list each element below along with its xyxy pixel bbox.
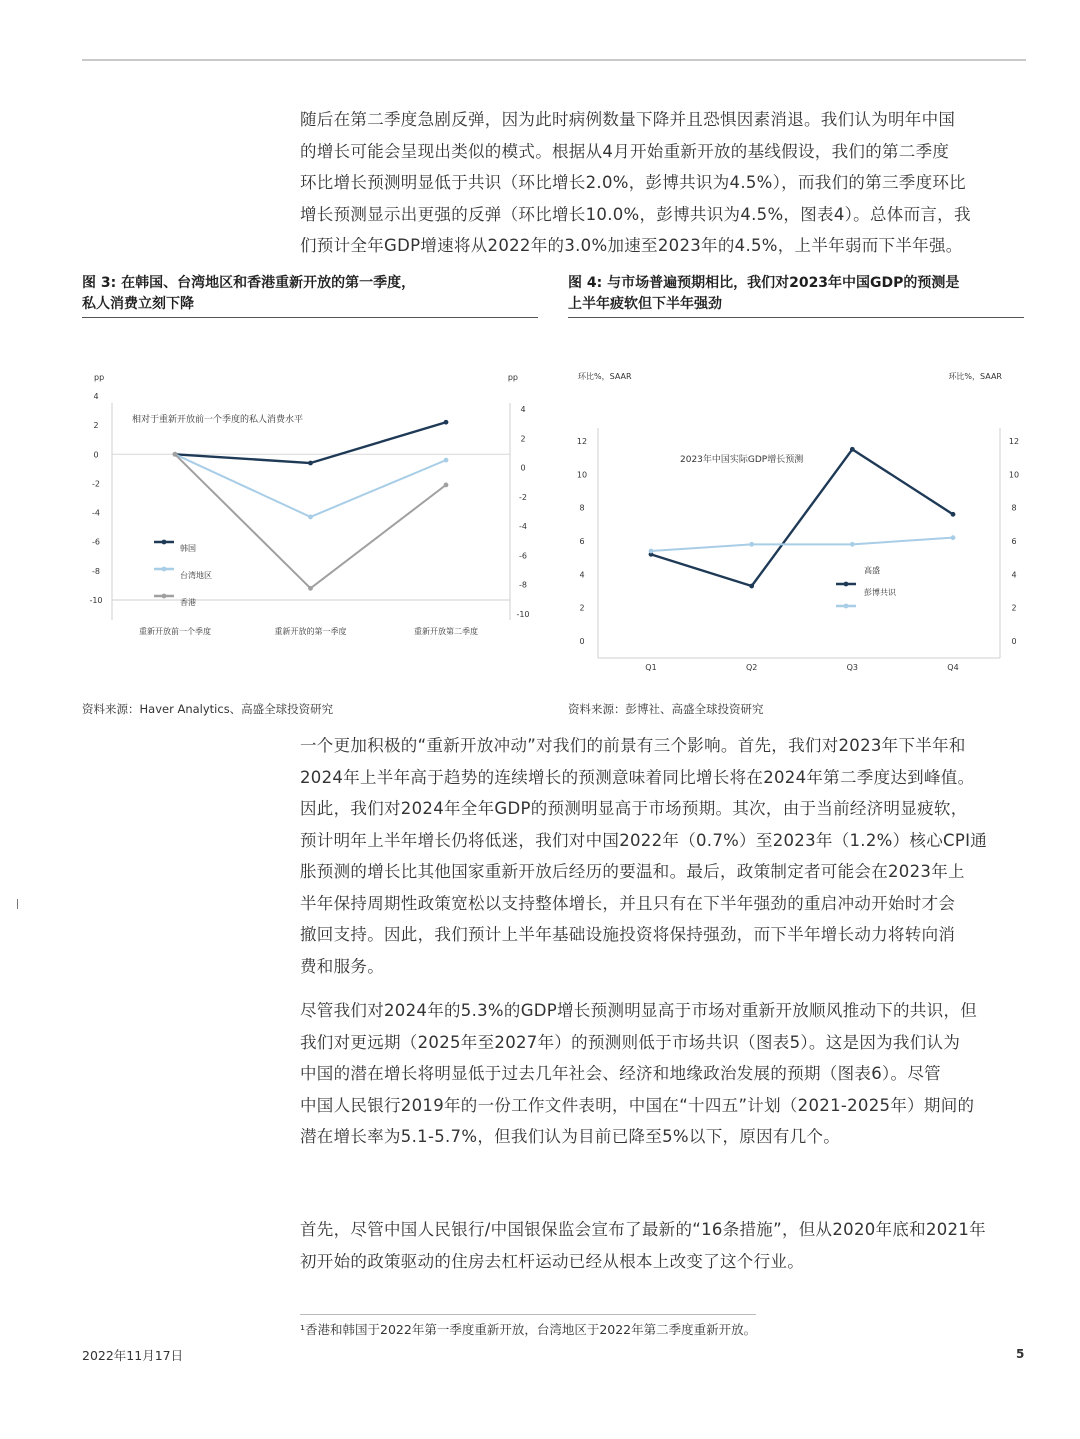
data-point [951, 512, 956, 517]
y-right-tick-label: 4 [1011, 570, 1017, 580]
figure-3-source: 资料来源：Haver Analytics、高盛全球投资研究 [82, 702, 334, 716]
paragraph-line: 环比增长预测明显低于共识（环比增长2.0%，彭博共识为4.5%），而我们的第三季度环比 [300, 173, 966, 192]
paragraph-line: 潜在增长率为5.1-5.7%，但我们认为目前已降至5%以下，原因有几个。 [300, 1127, 841, 1146]
y-tick-label: 8 [579, 503, 585, 513]
paragraph-line: 首先，尽管中国人民银行/中国银保监会宣布了最新的“16条措施”，但从2020年底和2021年 [300, 1220, 986, 1239]
y-tick-label: 6 [579, 537, 585, 546]
data-point [308, 461, 313, 466]
margin-mark [17, 899, 18, 909]
paragraph-1 [300, 104, 1026, 262]
paragraph-line: 2024年上半年高于趋势的连续增长的预测意味着同比增长将在2024年第二季度达到峰值。 [300, 767, 975, 787]
right-axis-unit: pp [507, 373, 518, 382]
x-category-label: Q4 [947, 663, 959, 672]
footer-date: 2022年11月17日 [82, 1348, 184, 1363]
paragraph-line: 尽管我们对2024年的5.3%的GDP增长预测明显高于市场对重新开放顺风推动下的共识，但 [300, 1001, 978, 1020]
chart-inner-title: 2023年中国实际GDP增长预测 [680, 455, 804, 465]
y-tick-label: -10 [89, 596, 103, 605]
y-right-tick-label: 4 [520, 405, 526, 414]
paragraph-line: 因此，我们对2024年全年GDP的预测明显高于市场预期。其次，由于当前经济明显疲软， [300, 799, 968, 818]
chart-inner-title: 相对于重新开放前一个季度的私人消费水平 [132, 415, 304, 425]
x-category-label: 重新开放第二季度 [414, 627, 478, 636]
paragraph-line: 中国的潜在增长将明显低于过去几年社会、经济和地缘政治发展的预期（图表6）。尽管 [300, 1064, 941, 1083]
paragraph-line: 增长预测显示出更强的反弹（环比增长10.0%，彭博共识为4.5%，图表4）。总体而言，我 [300, 204, 971, 224]
y-right-tick-label: -2 [519, 492, 527, 502]
footnote-rule [300, 1314, 756, 1315]
legend-marker [844, 604, 849, 609]
data-point [749, 542, 754, 547]
y-right-tick-label: 6 [1011, 537, 1017, 546]
paragraph-line: 随后在第二季度急剧反弹，因为此时病例数量下降并且恐惧因素消退。我们认为明年中国 [300, 110, 956, 129]
data-point [850, 542, 855, 547]
left-axis-unit: pp [94, 373, 105, 382]
figure-title-line: 私人消费立刻下降 [82, 296, 194, 312]
paragraph-line: 们预计全年GDP增速将从2022年的3.0%加速至2023年的4.5%，上半年弱而下半年强。 [300, 236, 963, 255]
figure-title-line: 图 3: 在韩国、台湾地区和香港重新开放的第一季度， [82, 275, 416, 291]
y-tick-label: -6 [92, 537, 100, 547]
legend-marker [844, 582, 849, 587]
data-point [444, 482, 449, 487]
y-tick-label: 10 [576, 470, 588, 480]
y-tick-label: -8 [92, 566, 100, 576]
right-axis-unit: 环比%，SAAR [948, 372, 1002, 381]
figure-4-chart [568, 358, 1024, 678]
y-tick-label: -4 [92, 508, 100, 518]
legend-marker [162, 540, 167, 545]
paragraph-3 [300, 995, 1026, 1153]
y-right-tick-label: -6 [519, 551, 527, 561]
chart-background [82, 358, 538, 658]
y-tick-label: -2 [92, 479, 100, 489]
paragraph-line: 预计明年上半年增长仍将低迷，我们对中国2022年（0.7%）至2023年（1.2%）核心CPI通 [300, 830, 988, 850]
data-point [850, 447, 855, 452]
legend-label: 台湾地区 [180, 571, 212, 580]
paragraph-line: 的增长可能会呈现出类似的模式。根据从4月开始重新开放的基线假设，我们的第二季度 [300, 141, 950, 161]
legend-marker [162, 567, 167, 572]
data-point [951, 535, 956, 540]
data-point [308, 586, 313, 591]
paragraph-line: 我们对更远期（2025年至2027年）的预测则低于市场共识（图表5）。这是因为我们认为 [300, 1032, 961, 1052]
data-point [749, 584, 754, 589]
figure-title-line: 图 4: 与市场普遍预期相比，我们对2023年中国GDP的预测是 [568, 275, 960, 291]
figure-4-source: 资料来源：彭博社、高盛全球投资研究 [568, 702, 764, 716]
paragraph-2 [300, 730, 1026, 982]
y-tick-label: 4 [579, 570, 585, 580]
footnote-text: ¹香港和韩国于2022年第一季度重新开放，台湾地区于2022年第二季度重新开放。 [300, 1322, 757, 1337]
y-right-tick-label: -8 [519, 580, 527, 590]
legend-label: 高盛 [864, 566, 880, 575]
y-right-tick-label: 2 [520, 434, 526, 444]
data-point [308, 515, 313, 520]
x-category-label: 重新开放的第一季度 [274, 627, 347, 636]
top-rule [82, 59, 1026, 61]
legend-label: 韩国 [180, 544, 196, 553]
y-right-tick-label: 0 [1011, 637, 1017, 646]
left-axis-unit: 环比%，SAAR [578, 372, 632, 381]
figure-3-chart [82, 358, 538, 658]
y-tick-label: 2 [93, 421, 99, 431]
data-point [444, 458, 449, 463]
paragraph-line: 一个更加积极的“重新开放冲动”对我们的前景有三个影响。首先，我们对2023年下半年和 [300, 736, 966, 755]
legend-label: 彭博共识 [864, 588, 896, 597]
data-point [649, 549, 654, 554]
y-tick-label: 12 [576, 437, 588, 446]
y-tick-label: 0 [93, 450, 99, 460]
y-right-tick-label: -4 [519, 522, 527, 532]
data-point [444, 420, 449, 425]
data-point [173, 452, 178, 457]
y-tick-label: 2 [579, 603, 585, 613]
paragraph-line: 初开始的政策驱动的住房去杠杆运动已经从根本上改变了这个行业。 [300, 1251, 804, 1271]
y-right-tick-label: -10 [516, 610, 530, 619]
x-category-label: Q1 [645, 663, 657, 672]
x-category-label: Q3 [846, 663, 859, 672]
y-right-tick-label: 0 [520, 463, 526, 473]
paragraph-4 [300, 1214, 1026, 1277]
paragraph-line: 费和服务。 [300, 956, 384, 976]
y-tick-label: 0 [579, 637, 585, 646]
figure-4-title [568, 273, 1024, 318]
y-right-tick-label: 2 [1011, 603, 1017, 613]
paragraph-line: 撤回支持。因此，我们预计上半年基础设施投资将保持强劲，而下半年增长动力将转向消 [300, 925, 956, 944]
y-right-tick-label: 12 [1008, 437, 1020, 446]
footnote [300, 1320, 756, 1338]
y-right-tick-label: 10 [1008, 470, 1020, 480]
x-category-label: Q2 [745, 663, 758, 672]
figure-3-title [82, 273, 538, 318]
y-right-tick-label: 8 [1011, 503, 1017, 513]
legend-marker [162, 594, 167, 599]
paragraph-line: 中国人民银行2019年的一份工作文件表明，中国在“十四五”计划（2021-2025年）期间的 [300, 1095, 975, 1115]
figure-title-line: 上半年疲软但下半年强劲 [568, 296, 722, 312]
legend-label: 香港 [180, 598, 196, 607]
paragraph-line: 胀预测的增长比其他国家重新开放后经历的要温和。最后，政策制定者可能会在2023年上 [300, 862, 965, 881]
x-category-label: 重新开放前一个季度 [139, 627, 211, 636]
chart-background [568, 358, 1024, 678]
page-number: 5 [1016, 1347, 1025, 1361]
paragraph-line: 半年保持周期性政策宽松以支持整体增长，并且只有在下半年强劲的重启冲动开始时才会 [300, 893, 956, 913]
y-tick-label: 4 [93, 392, 99, 401]
